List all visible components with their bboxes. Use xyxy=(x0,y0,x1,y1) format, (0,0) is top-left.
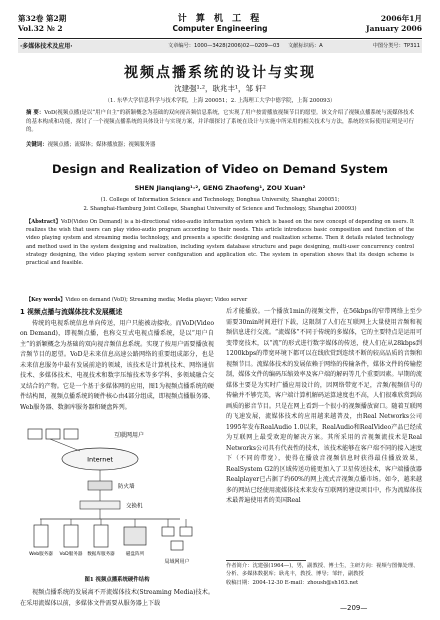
switch-icon xyxy=(80,501,120,509)
keywords-english xyxy=(26,296,414,303)
lan-users-group xyxy=(162,519,192,565)
system-architecture-figure xyxy=(20,423,214,573)
web-server-label: Web服务器 xyxy=(29,552,53,557)
affiliation-english xyxy=(0,196,440,213)
affiliation-chinese: （1. 东华大学信息科学与技术学院，上海 200051；2. 上海理工大学中德学院，上海 200093） xyxy=(104,98,336,104)
lan-users-label: 局域网用户 xyxy=(164,559,190,565)
title-english: Design and Realization of Video on Demand System xyxy=(51,162,388,176)
article-meta-bar xyxy=(18,40,422,53)
issue-date xyxy=(366,14,422,34)
pc-icon xyxy=(180,527,192,536)
pc-icon xyxy=(162,527,174,536)
journal-en: Computer Engineering xyxy=(172,24,268,33)
title-chinese: 视频点播系统的设计与实现 xyxy=(124,65,316,81)
footnote xyxy=(226,562,422,587)
journal-cn: 计 算 机 工 程 xyxy=(177,14,263,24)
server-icon xyxy=(94,525,108,547)
affiliation-en-line-1: (1. College of Information Science and Technology, Donghua University, Shanghai 200051; xyxy=(100,197,340,203)
section-heading: 1 视频点播与流媒体技术发展概述 xyxy=(20,308,123,316)
date-en: January 2006 xyxy=(366,24,422,33)
volume-cn: 第32卷 第2期 xyxy=(18,14,67,23)
firewall-label: 防火墙 xyxy=(118,484,135,490)
header-rule xyxy=(18,38,422,39)
authors-english: SHEN Jianqiang¹·², GENG Zhaofeng¹, ZOU Xuan² xyxy=(134,184,306,192)
keywords-en-text: Video on demand (VoD); Streaming media; Media player; Video server xyxy=(65,297,248,303)
running-header xyxy=(18,14,422,36)
footnote-rule xyxy=(226,560,306,561)
authors-chinese: 沈建强¹·²，耿兆丰¹，邹 轩² xyxy=(174,84,266,93)
firewall-icon xyxy=(88,481,112,490)
pc-icon xyxy=(64,429,78,439)
server-rack-group xyxy=(29,519,146,557)
column-label: ·多媒体技术及应用· xyxy=(20,43,73,50)
date-cn: 2006年1月 xyxy=(380,14,422,23)
left-column xyxy=(20,307,214,421)
keywords-en-label: 【Key words】 xyxy=(26,297,66,303)
footnote-dates: 收稿日期：2004-12-30 E-mail：zhoush@sh163.net xyxy=(226,579,359,586)
right-column xyxy=(226,307,422,559)
keywords-cn-text: 视频点播；流媒体；媒体播放器；视频服务器 xyxy=(47,142,156,148)
article-number: 文章编号：1000—3428(2006)02—0209—03 xyxy=(168,43,280,49)
internet-users-label: 互联网用户 xyxy=(114,432,145,439)
abstract-cn-label: 摘 要： xyxy=(26,110,45,116)
classification-number: 中图分类号：TP311 xyxy=(372,43,420,49)
vod-server-label: VoD服务器 xyxy=(59,552,83,557)
switch-label: 交换机 xyxy=(126,503,143,510)
document-code: 文献标识码：A xyxy=(288,43,323,49)
volume-en: Vol.32 № 2 xyxy=(18,24,63,33)
raid-label: 磁盘阵列 xyxy=(125,552,145,557)
affiliation-en-line-2: 2. Shanghai-Hamburg Joint College, Shanghai University of Science and Technology, Shanghai 200093) xyxy=(83,205,357,212)
keywords-cn-label: 关键词： xyxy=(26,142,48,148)
body-paragraph: 后才能播放。一个播放1min的视频文件，在56kbps的窄带网络上至少需要30min时间进行下载，这限制了人们在互联网上大量使用音频和视频信息进行交流。“流媒体”不同于传统的多媒体，它的主要特点是运用可变带宽技术，以“流”的形式进行数字媒体的传送，使人们在从28kbps到1200kbps的带宽环境下都可以在线欣赏到连续不断的较高品质的音频和视频节目。流媒体技术的发展依赖于网络的传输条件，媒体文件的传输控制，媒体文件的编码压缩效率及客户端的解码等几个重要因素。早期的流媒体主要是为实时广播应用设计的，因网络带宽不足，音频/视频信号的传输并不够完美，客户端计算机解码运算速度也不高，人们很难欣赏到高画质的影音节目。只是在网上看到一个很小的视频播放窗口。随着互联网的飞速发展，流媒体技术的应用越来越普及，由Real Networks公司1995年发布RealAudio 1.0以来，RealAudio和RealVideo产品已经成为互联网上最受欢迎的解决方案。其所采用的音视频流技术是Real Networks公司具有代表性的技术，该技术能够在客户端不同的接入速度下（不同的带宽），使得在播放音视频信息时获得最佳播放效果，RealSystem G2的区域传送功能更加入了卫星传送技术，客户端播放器Realplayer已占据了约60%的网上流式音视频点播市场。如今，越来越多的网站已经使用流媒体技术来发布互联网的建设项目中，作为流媒体技术最普遍使用者的美国Real xyxy=(226,308,422,504)
abstract-en-text: VoD(Video On Demand) is a bi-directional video-audio information system which is based on the new concept of depending on users. It realizes the wish that users can play video-audio program according to their needs. This article introduces basic composition and function of the video playing system and streaming media technology, and presents a specific designing and realization scheme. Then it details related technology and method used in the system designing and realization, including system database structure and page designing, multi-user concurrency control strategy designing, the video playing system server configuration and application etc. The system in operation shows that its design scheme is practical and feasible. xyxy=(26,219,414,267)
body-paragraph: 传统的电视系统信息单向传送，用户只能被动接收。而VoD(Video on Demand)，即视频点播，也称交互式电视点播系统，是以“用户自主”的新颖概念为基础的双向视音频信息系统。实现了按用户需要播放视音频节目的愿望。VoD是未来信息高速公路网络的重要组成部分，也是未来信息服务中最有发展前途的领域，该技术是计算机技术、网络通信技术、多媒体技术、电视技术和数字压缩技术等多学科、多领域融合交叉结合的产物。它是一个基于多媒体网的应用，图1为视频点播系统的硬件结构图，视频点播系统的硬件核心由4部分组成，即视频点播服务器、Web服务器、数据库服务器和硬盘阵列。 xyxy=(20,319,214,411)
abstract-chinese xyxy=(26,109,414,137)
abstract-en-label: 【Abstract】 xyxy=(26,219,61,225)
keywords-chinese xyxy=(26,140,414,148)
internet-users-group xyxy=(28,429,144,439)
page-number: —209— xyxy=(340,604,368,612)
abstract-cn-text: VoD(视频点播)是以“用户自主”的新颖概念为基础的双向视音频信息系统，它实现了用户按需播放视频节目的愿望。该文介绍了视频点播系统与流媒体技术的基本构成和功能，探讨了一个视频点播系统的具体设计与实现方案，并详细探讨了系统在设计与实施中所采用的相关技术与方法，系统经实际使用证明是可行的。 xyxy=(26,110,414,134)
server-icon xyxy=(64,525,78,547)
pc-icon xyxy=(28,429,42,439)
abstract-english xyxy=(26,218,414,294)
figure-caption: 图1 视频点播系统硬件结构 xyxy=(84,577,150,583)
db-server-label: 数据库服务器 xyxy=(87,552,115,557)
footnote-author-bio: 作者简介：沈建强(1964—)，男，副教授、博士生，主研方向：视频与图像处理、分析、多媒体数据库；耿兆丰，教授、博导；邹轩，副教授 xyxy=(226,563,419,578)
server-icon xyxy=(34,525,48,547)
pc-icon xyxy=(171,541,183,550)
left-column-continued xyxy=(20,588,214,618)
pc-icon xyxy=(46,429,60,439)
raid-icon xyxy=(124,527,146,545)
journal-name xyxy=(18,14,422,34)
body-paragraph: 视频点播系统的发展离不开流媒体技术(Streaming Media)技术。在采用流媒体以前，多媒体文件需要从服务器上下载 xyxy=(20,589,214,607)
cloud-label: Internet xyxy=(87,455,113,464)
